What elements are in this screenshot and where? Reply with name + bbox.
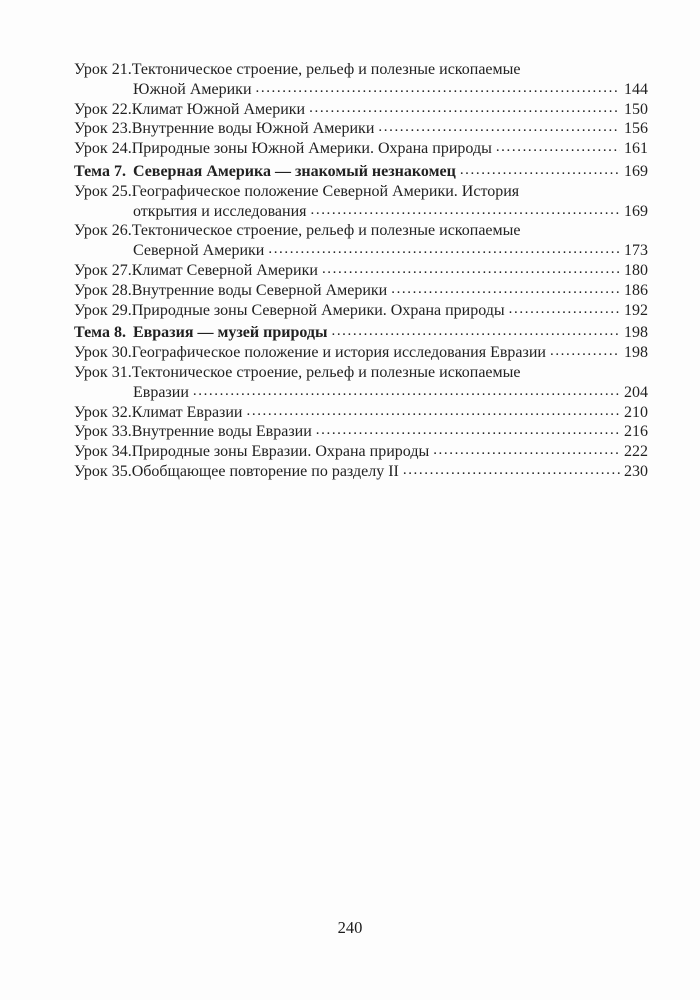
entry-label: Урок 24. (74, 140, 132, 158)
dot-leader (391, 281, 620, 301)
toc-lesson-entry (74, 442, 648, 462)
toc-lesson-entry (74, 301, 648, 321)
dot-leader (256, 80, 621, 100)
toc-line (74, 422, 648, 442)
entry-title: Природные зоны Южной Америки. Охрана природы (131, 140, 492, 158)
toc-lesson-entry (74, 462, 648, 482)
entry-title: Климат Евразии (131, 403, 243, 421)
entry-page-number: 192 (624, 301, 648, 319)
dot-leader (247, 403, 621, 423)
entry-page-number: 173 (624, 242, 648, 260)
toc-lesson-entry (74, 261, 648, 281)
entry-page-number: 169 (624, 162, 648, 180)
toc-line (74, 363, 648, 383)
dot-leader (403, 462, 620, 482)
entry-label: Урок 33. (74, 423, 132, 441)
dot-leader (311, 202, 621, 222)
entry-title: Внутренние воды Северной Америки (131, 281, 388, 299)
dot-leader (316, 422, 620, 442)
entry-title: Внутренние воды Евразии (131, 423, 312, 441)
entry-page-number: 186 (624, 281, 648, 299)
entry-title: Природные зоны Северной Америки. Охрана природы (131, 301, 505, 319)
entry-page-number: 161 (624, 140, 648, 158)
entry-label: Урок 23. (74, 120, 132, 138)
entry-label: Урок 28. (74, 281, 132, 299)
toc-line (74, 281, 648, 301)
toc-line (74, 139, 648, 159)
entry-title: Тектоническое строение, рельеф и полезные ископаемые (131, 61, 521, 78)
entry-label: Урок 30. (74, 344, 132, 362)
dot-leader (433, 442, 620, 462)
entry-label: Урок 21. (74, 61, 132, 78)
entry-title: Климат Северной Америки (131, 261, 318, 279)
toc-line (74, 343, 648, 363)
toc-lesson-entry (74, 363, 648, 403)
toc-lesson-entry (74, 221, 648, 261)
dot-leader (460, 162, 620, 182)
toc-line (74, 80, 648, 100)
toc-line (74, 221, 648, 241)
toc-lesson-entry (74, 422, 648, 442)
entry-page-number: 180 (624, 261, 648, 279)
entry-label: Тема 7. (74, 162, 126, 180)
entry-title: Северной Америки (133, 242, 265, 260)
entry-label: Урок 26. (74, 222, 132, 240)
entry-page-number: 230 (624, 462, 648, 480)
dot-leader (309, 100, 620, 120)
entry-page-number: 204 (624, 383, 648, 401)
toc-line (74, 301, 648, 321)
entry-title: Тектоническое строение, рельеф и полезные ископаемые (131, 363, 521, 381)
dot-leader (550, 343, 620, 363)
toc-line (74, 383, 648, 403)
entry-label: Урок 32. (74, 403, 132, 421)
entry-page-number: 216 (624, 423, 648, 441)
entry-title: Евразия — музей природы (132, 324, 328, 342)
entry-title: Евразии (133, 383, 189, 401)
dot-leader (193, 383, 620, 403)
toc-line (74, 100, 648, 120)
entry-page-number: 198 (624, 344, 648, 362)
toc-line (74, 462, 648, 482)
entry-label: Урок 34. (74, 443, 132, 461)
entry-title: Северная Америка — знакомый незнакомец (132, 162, 456, 180)
entry-label: Урок 22. (74, 100, 132, 118)
toc-line (74, 241, 648, 261)
entry-title: Внутренние воды Южной Америки (131, 120, 375, 138)
toc-line (74, 442, 648, 462)
toc-line (74, 202, 648, 222)
toc-theme-entry (74, 323, 648, 343)
entry-label: Урок 31. (74, 363, 132, 381)
dot-leader (331, 323, 620, 343)
toc-line (74, 323, 648, 343)
dot-leader (378, 119, 620, 139)
entry-page-number: 210 (624, 403, 648, 421)
table-of-contents (0, 60, 700, 482)
dot-leader (496, 139, 620, 159)
toc-line (74, 162, 648, 182)
entry-title: открытия и исследования (133, 202, 307, 220)
entry-title: Природные зоны Евразии. Охрана природы (131, 443, 430, 461)
dot-leader (268, 241, 620, 261)
entry-page-number: 198 (624, 324, 648, 342)
toc-line (74, 60, 648, 80)
entry-label: Урок 35. (74, 462, 132, 480)
entry-label: Урок 27. (74, 261, 132, 279)
toc-line (74, 182, 648, 202)
toc-lesson-entry (74, 403, 648, 423)
entry-title: Географическое положение Северной Америки. История (131, 182, 520, 200)
entry-page-number: 150 (624, 100, 648, 118)
toc-theme-entry (74, 162, 648, 182)
toc-line (74, 119, 648, 139)
entry-title: Географическое положение и история исследования Евразии (131, 344, 546, 362)
toc-lesson-entry (74, 100, 648, 120)
page-number: 240 (337, 918, 363, 937)
entry-page-number: 144 (624, 80, 648, 98)
entry-title: Южной Америки (133, 80, 252, 98)
entry-title: Тектоническое строение, рельеф и полезные ископаемые (131, 222, 521, 240)
entry-label: Урок 25. (74, 182, 132, 200)
entry-label: Урок 29. (74, 301, 132, 319)
toc-lesson-entry (74, 182, 648, 222)
entry-label: Тема 8. (74, 324, 126, 342)
toc-line (74, 261, 648, 281)
dot-leader (322, 261, 620, 281)
entry-page-number: 156 (624, 120, 648, 138)
entry-page-number: 169 (624, 202, 648, 220)
toc-lesson-entry (74, 119, 648, 139)
toc-lesson-entry (74, 60, 648, 100)
dot-leader (509, 301, 620, 321)
entry-title: Климат Южной Америки (131, 100, 306, 118)
entry-page-number: 222 (624, 443, 648, 461)
toc-lesson-entry (74, 139, 648, 159)
toc-lesson-entry (74, 281, 648, 301)
toc-lesson-entry (74, 343, 648, 363)
entry-title: Обобщающее повторение по разделу II (131, 462, 399, 480)
toc-line (74, 403, 648, 423)
